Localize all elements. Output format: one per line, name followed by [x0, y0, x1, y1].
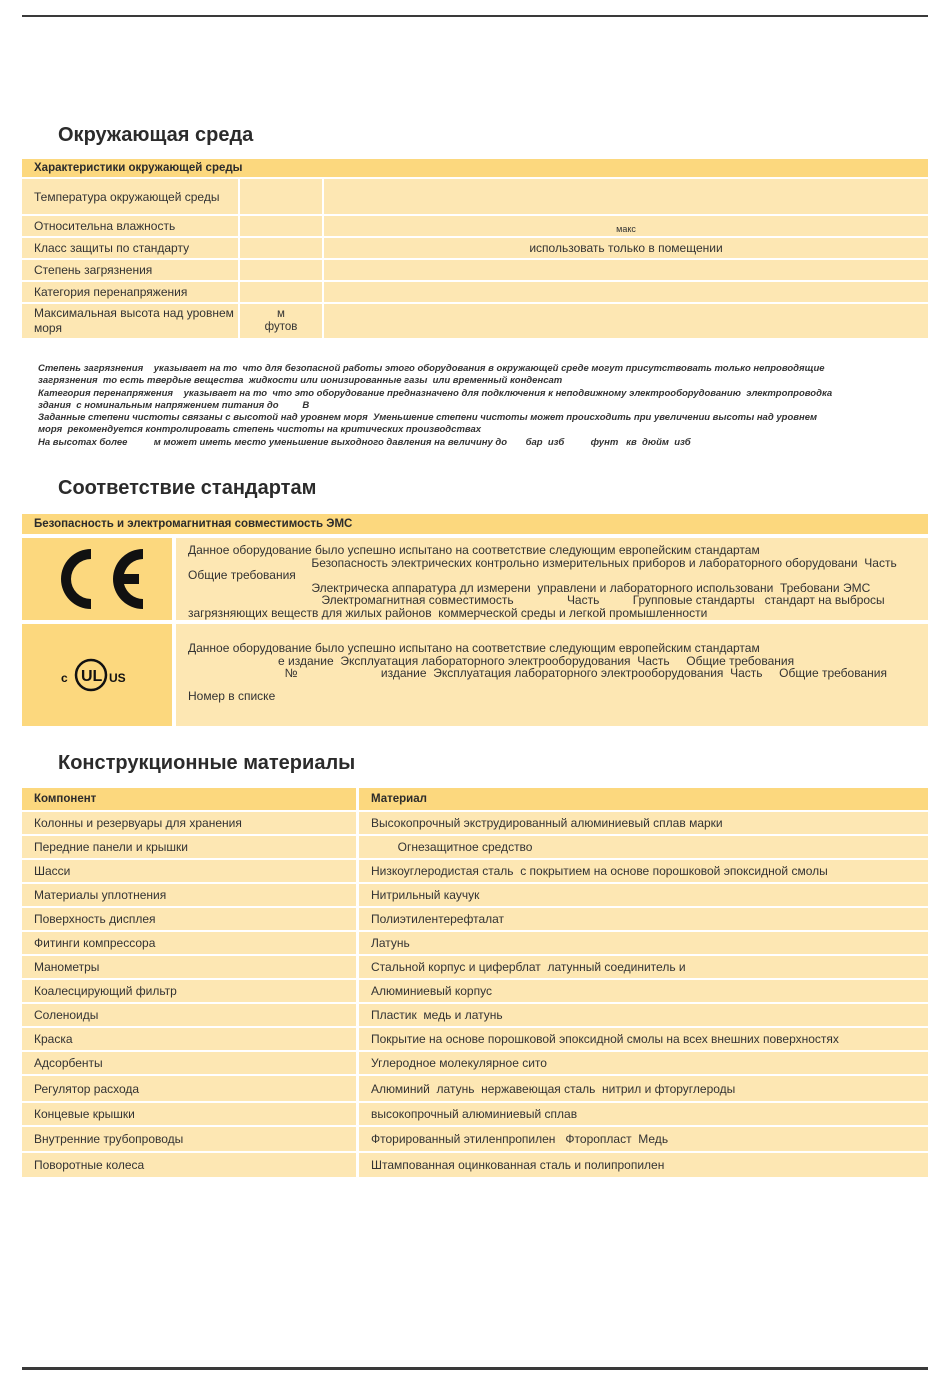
top-rule	[22, 15, 928, 17]
materials-rows	[22, 810, 928, 1177]
material-cell: Полиэтилентерефталат	[356, 908, 928, 930]
table-row	[22, 302, 928, 338]
text-line: Безопасность электрических контрольно измерительных приборов и лабораторного оборудовани Часть	[188, 555, 897, 570]
table-row	[22, 1002, 928, 1026]
material-cell: Углеродное молекулярное сито	[356, 1052, 928, 1074]
table-row	[22, 214, 928, 236]
text-line: Номер в списке	[188, 688, 276, 703]
component-cell: Коалесцирующий фильтр	[22, 980, 356, 1002]
table-row	[22, 236, 928, 258]
material-cell: Штампованная оцинкованная сталь и полипропилен	[356, 1153, 928, 1177]
row-value: использовать только в помещении	[529, 241, 723, 255]
environment-heading: Окружающая среда	[58, 124, 254, 146]
component-cell: Поворотные колеса	[22, 1153, 356, 1177]
materials-table-header	[22, 788, 928, 810]
material-cell: Высокопрочный экструдированный алюминиевый сплав марки	[356, 812, 928, 834]
note-line: загрязнения то есть твердые вещества жидкости или ионизированные газы или временный конденсат	[38, 375, 563, 387]
table-row	[22, 954, 928, 978]
table-row	[22, 810, 928, 834]
table-row	[22, 280, 928, 302]
table-row	[22, 834, 928, 858]
text-line: Данное оборудование было успешно испытано на соответствие следующим европейским стандартам	[188, 543, 760, 557]
row-label: Температура окружающей среды	[34, 189, 220, 204]
row-value	[324, 304, 928, 338]
text-line: Электрическа аппаратура дл измерени управлени и лабораторного использовани Требовани ЭМС	[188, 580, 871, 595]
column-header-material: Материал	[356, 788, 928, 810]
table-row	[22, 1125, 928, 1151]
component-cell: Концевые крышки	[22, 1103, 356, 1125]
text-line: № издание Эксплуатация лабораторного электрооборудования Часть Общие требования	[188, 666, 887, 681]
environment-table-header: Характеристики окружающей среды	[22, 159, 928, 177]
component-cell: Шасси	[22, 860, 356, 882]
materials-table	[22, 788, 928, 1177]
material-cell: Фторированный этиленпропилен Фторопласт Медь	[356, 1127, 928, 1151]
row-label: Класс защиты по стандарту	[34, 241, 190, 255]
ul-listed-icon	[57, 655, 137, 695]
component-cell: Внутренние трубопроводы	[22, 1127, 356, 1151]
ul-standards-text	[176, 624, 928, 726]
material-cell: Латунь	[356, 932, 928, 954]
material-cell: Нитрильный каучук	[356, 884, 928, 906]
note-line: здания с номинальным напряжением питания до В	[38, 399, 310, 411]
materials-heading: Конструкционные материалы	[58, 752, 356, 774]
component-cell: Передние панели и крышки	[22, 836, 356, 858]
component-cell: Адсорбенты	[22, 1052, 356, 1074]
component-cell: Материалы уплотнения	[22, 884, 356, 906]
ce-mark-logo	[22, 538, 172, 620]
component-cell: Поверхность дисплея	[22, 908, 356, 930]
ul-row	[22, 624, 928, 726]
component-cell: Фитинги компрессора	[22, 932, 356, 954]
table-row	[22, 1050, 928, 1074]
text-line	[188, 680, 916, 690]
material-cell: Огнезащитное средство	[356, 836, 928, 858]
component-cell: Манометры	[22, 956, 356, 978]
text-line: Данное оборудование было успешно испытано на соответствие следующим европейским стандартам	[188, 641, 760, 655]
row-unit	[238, 179, 324, 214]
ce-row	[22, 538, 928, 620]
table-row	[22, 978, 928, 1002]
table-row	[22, 930, 928, 954]
row-unit	[238, 238, 324, 258]
material-cell: Пластик медь и латунь	[356, 1004, 928, 1026]
row-label: Категория перенапряжения	[34, 285, 188, 299]
ce-mark-icon	[47, 543, 147, 615]
table-row	[22, 882, 928, 906]
svg-text:c: c	[61, 671, 68, 685]
note-line: Заданные степени чистоты связаны с высотой над уровнем моря Уменьшение степени чистоты может происходить при увеличении высоты над уровнем	[38, 412, 818, 424]
standards-heading: Соответствие стандартам	[58, 477, 317, 499]
note-line: На высотах более м может иметь место уменьшение выходного давления на величину до бар изб фунт кв дюйм изб	[38, 436, 691, 448]
text-line: загрязняющих веществ для жилых районов коммерческой среды и легкой промышленности	[188, 605, 708, 620]
material-cell: высокопрочный алюминиевый сплав	[356, 1103, 928, 1125]
component-cell: Регулятор расхода	[22, 1076, 356, 1101]
text-line: Общие требования	[188, 568, 296, 583]
text-line: е издание Эксплуатация лабораторного электрооборудования Часть Общие требования	[188, 653, 795, 668]
standards-table-header: Безопасность и электромагнитная совместимость ЭМС	[22, 514, 928, 534]
row-unit	[238, 282, 324, 302]
row-unit	[238, 260, 324, 280]
row-value	[324, 282, 928, 302]
note-line: Степень загрязнения указывает на то что для безопасной работы этого оборудования в окружающей среде могут присутствовать только непроводящие	[38, 363, 825, 374]
table-row	[22, 906, 928, 930]
material-cell: Алюминиевый корпус	[356, 980, 928, 1002]
row-value: макс	[616, 224, 636, 234]
table-row	[22, 1026, 928, 1050]
svg-text:UL: UL	[81, 668, 103, 685]
component-cell: Краска	[22, 1028, 356, 1050]
component-cell: Соленоиды	[22, 1004, 356, 1026]
row-value	[324, 179, 928, 214]
table-row	[22, 1151, 928, 1177]
bottom-rule	[22, 1367, 928, 1370]
material-cell: Низкоуглеродистая сталь с покрытием на основе порошковой эпоксидной смолы	[356, 860, 928, 882]
material-cell: Стальной корпус и циферблат латунный соединитель и	[356, 956, 928, 978]
environment-table	[22, 159, 928, 338]
column-header-component: Компонент	[34, 793, 97, 805]
table-row	[22, 858, 928, 882]
row-value	[324, 260, 928, 280]
ul-mark-logo	[22, 624, 172, 726]
standards-table	[22, 514, 928, 726]
table-row	[22, 1074, 928, 1101]
table-row	[22, 258, 928, 280]
table-row	[22, 177, 928, 214]
row-label: Степень загрязнения	[34, 263, 153, 277]
material-cell: Покрытие на основе порошковой эпоксидной смолы на всех внешних поверхностях	[356, 1028, 928, 1050]
material-cell: Алюминий латунь нержавеющая сталь нитрил и фторуглероды	[356, 1076, 928, 1101]
environment-notes	[38, 363, 928, 449]
ce-standards-text	[176, 538, 928, 620]
svg-text:US: US	[109, 671, 126, 685]
row-unit: м футов	[238, 304, 324, 338]
row-label: Максимальная высота над уровнем моря	[34, 306, 234, 335]
text-line: Электромагнитная совместимость Часть Групповые стандарты стандарт на выбросы	[188, 593, 885, 608]
component-cell: Колонны и резервуары для хранения	[22, 812, 356, 834]
note-line: Категория перенапряжения указывает на то что это оборудование предназначено для подключения к неподвижному электрооборудованию электропроводка	[38, 387, 833, 399]
table-row	[22, 1101, 928, 1125]
row-unit	[238, 216, 324, 236]
row-label: Относительна влажность	[34, 219, 176, 233]
note-line: моря рекомендуется контролировать степень чистоты на критических производствах	[38, 424, 482, 436]
